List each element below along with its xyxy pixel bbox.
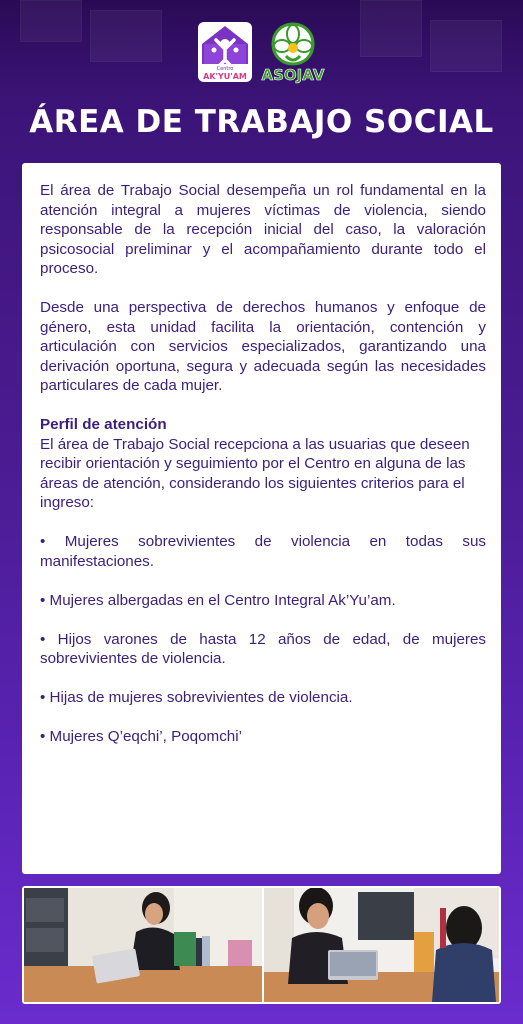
- profile-heading: Perfil de atención: [40, 416, 167, 433]
- asojav-logo-text: ASOJAV: [261, 66, 325, 84]
- content-card: [22, 163, 501, 874]
- page-title: ÁREA DE TRABAJO SOCIAL: [29, 104, 494, 140]
- criteria-item: • Mujeres albergadas en el Centro Integral Ak’Yu’am.: [40, 591, 396, 609]
- photo-strip: [22, 886, 501, 1004]
- asojav-logo: [258, 20, 328, 86]
- card-text: [40, 181, 486, 766]
- intro-paragraph: El área de Trabajo Social desempeña un rol fundamental en la atención integral a mujeres víctimas de violencia, siendo responsable de la recepción inicial del caso, la valoración psicosocial preliminar y el acompañamiento durante todo el proceso.: [40, 182, 486, 277]
- akyuam-logo-small-text: Centro: [216, 66, 234, 72]
- profile-text: El área de Trabajo Social recepciona a las usuarias que deseen recibir orientación y seguimiento por el Centro en alguna de las áreas de atención, considerando los siguientes criterios para el ingreso:: [40, 435, 470, 511]
- logos-header: [0, 18, 523, 88]
- perspective-paragraph: Desde una perspectiva de derechos humanos y enfoque de género, esta unidad facilita la orientación, contención y articulación con servicios especializados, garantizando una derivación oportuna, segura y adecuada según las necesidades particulares de cada mujer.: [40, 299, 486, 394]
- office-photo-right: [264, 888, 499, 1002]
- office-photo-left: [24, 888, 262, 1002]
- criteria-item: • Hijos varones de hasta 12 años de edad, de mujeres sobrevivientes de violencia.: [40, 630, 486, 667]
- profile-section: [40, 415, 486, 513]
- akyuam-logo-text: AK'YU'AM: [203, 72, 247, 81]
- criteria-item: • Hijas de mujeres sobrevivientes de violencia.: [40, 689, 353, 706]
- akyuam-logo: [194, 18, 256, 86]
- criteria-item: • Mujeres sobrevivientes de violencia en todas sus manifestaciones.: [40, 533, 486, 570]
- criteria-item: • Mujeres Q’eqchi’, Poqomchi’: [40, 728, 242, 745]
